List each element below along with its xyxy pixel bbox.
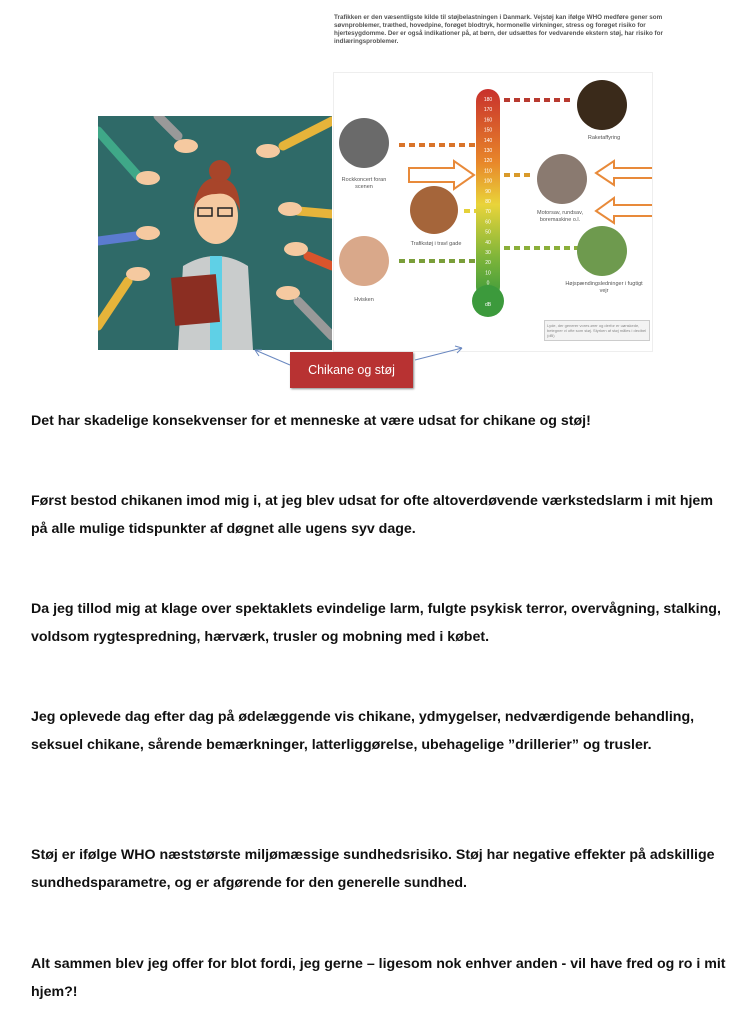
scale-tick: 20 [485, 260, 491, 267]
scale-tick: 180 [483, 97, 493, 103]
scale-tick: 110 [484, 168, 492, 175]
scale-tick: 80 [485, 199, 491, 205]
scale-tick: 100 [483, 178, 493, 185]
noise-level-infographic [333, 72, 653, 352]
scale-tick: 160 [483, 117, 493, 124]
label-power: Højspændingsledninger i fugtigt vejr [565, 281, 643, 294]
info-note: Lyde, der generer vores ører og derfor er uønskede, betegner vi ofte som støj. Styrken af støj måles i decibel (dB) [544, 320, 650, 341]
scale-tick: 90 [485, 188, 491, 195]
scale-tick: 150 [483, 127, 493, 134]
paragraph: Jeg oplevede dag efter dag på ødelæggende vis chikane, ydmygelser, nedværdigende behandling, seksuel chikane, sårende bemærkninger, latterliggørelse, ubehagelige ”drillerier” og trusler. [31, 709, 695, 753]
intro-text: Trafikken er den væsentligste kilde til støjbelastningen i Danmark. Vejstøj kan ifølge WHO medføre gener som søvnproblemer, træthed, hovedpine, forøget blodtryk, hormonelle virkninger, stress og forøget risiko for hjertesygdomme. Der er også indikationer på, at børn, der udsættes for vedvarende ekstern støj, har risiko for indlæringsproblemer. [334, 14, 663, 45]
scale-tick: 50 [485, 229, 491, 236]
paragraph: Det har skadelige konsekvenser for et menneske at være udsat for chikane og støj! [31, 413, 591, 429]
label-whisper: Hvisken [354, 297, 374, 303]
scale-tick: 0 [486, 280, 490, 287]
label-rocket: Raketaffyring [587, 135, 621, 141]
scale-tick: 120 [483, 158, 493, 165]
label-traffic: Trafikstøj i travl gade [410, 241, 462, 247]
scale-tick: 70 [485, 209, 491, 216]
paragraph: Først bestod chikanen imod mig i, at jeg blev udsat for ofte altoverdøvende værkstedslarm i mit hjem på alle mulige tidspunkter af døgnet alle ugens syv dage. [31, 493, 713, 537]
harassment-illustration [98, 116, 332, 350]
label-rock: Rockkoncert foran scenen [341, 177, 387, 190]
scale-tick: 140 [483, 137, 493, 144]
paragraph: Støj er ifølge WHO næststørste miljømæssige sundhedsrisiko. Støj har negative effekter på adskillige sundhedsparametre, og er afgørende for den generelle sundhed. [31, 847, 715, 891]
scale-tick: 10 [485, 270, 491, 277]
paragraph: Alt sammen blev jeg offer for blot fordi, jeg gerne – ligesom nok enhver anden - vil have fred og ro i mit hjem?! [31, 956, 726, 1000]
label-saw: Motorsav, rundsav, boremaskine o.l. [537, 210, 583, 223]
scale-tick: 170 [483, 107, 493, 114]
unit-label: dB [484, 302, 492, 308]
scale-tick: 130 [483, 148, 493, 154]
caption-box: Chikane og støj [290, 352, 413, 388]
scale-tick: 60 [485, 219, 491, 226]
scale-tick: 30 [485, 250, 491, 256]
scale-tick: 40 [485, 239, 491, 246]
paragraph: Da jeg tillod mig at klage over spektaklets evindelige larm, fulgte psykisk terror, overvågning, stalking, voldsom rygtespredning, hærværk, trusler og mobning med i købet. [31, 601, 721, 645]
